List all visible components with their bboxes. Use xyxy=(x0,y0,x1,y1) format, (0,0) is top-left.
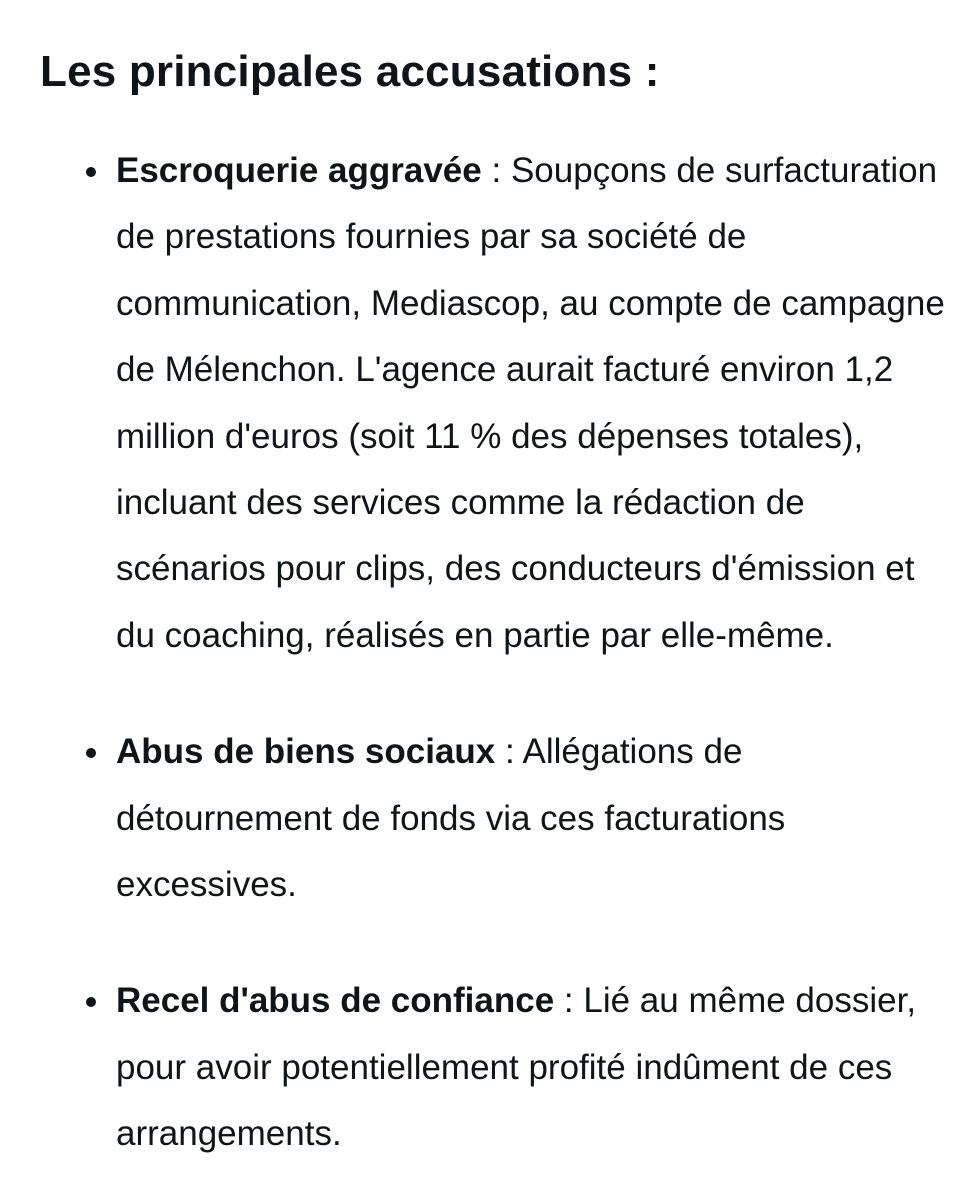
accusation-term: Recel d'abus de confiance xyxy=(116,981,555,1021)
bullet-icon xyxy=(86,997,96,1007)
page-title: Les principales accusations : xyxy=(40,47,660,96)
bullet-icon xyxy=(86,748,96,758)
accusation-description: Soupçons de surfacturation de prestations fournies par sa société de communication, Mediascop, au compte de campagne de Mélenchon. L'agence aurait facturé environ 1,2 million d'euros (soit 11 % des dépenses totales), incluant des services comme la rédaction de scénarios pour clips, des conducteurs d'émission et du coaching, réalisés en partie par elle-même. xyxy=(116,151,945,655)
list-item xyxy=(40,719,946,918)
list-item xyxy=(40,138,946,669)
accusation-term: Escroquerie aggravée xyxy=(116,151,482,190)
accusation-term: Abus de biens sociaux xyxy=(116,732,496,772)
term-separator: : xyxy=(495,732,523,772)
bullet-icon xyxy=(86,167,96,177)
term-separator: : xyxy=(554,981,584,1021)
accusations-list xyxy=(40,138,959,1168)
term-separator: : xyxy=(481,151,511,190)
accusation-description: Allégations de détournement de fonds via ces facturations excessives. xyxy=(116,732,786,905)
accusation-description: Lié au même dossier, pour avoir potentiellement profité indûment de ces arrangements. xyxy=(116,981,917,1154)
list-item xyxy=(40,968,946,1167)
